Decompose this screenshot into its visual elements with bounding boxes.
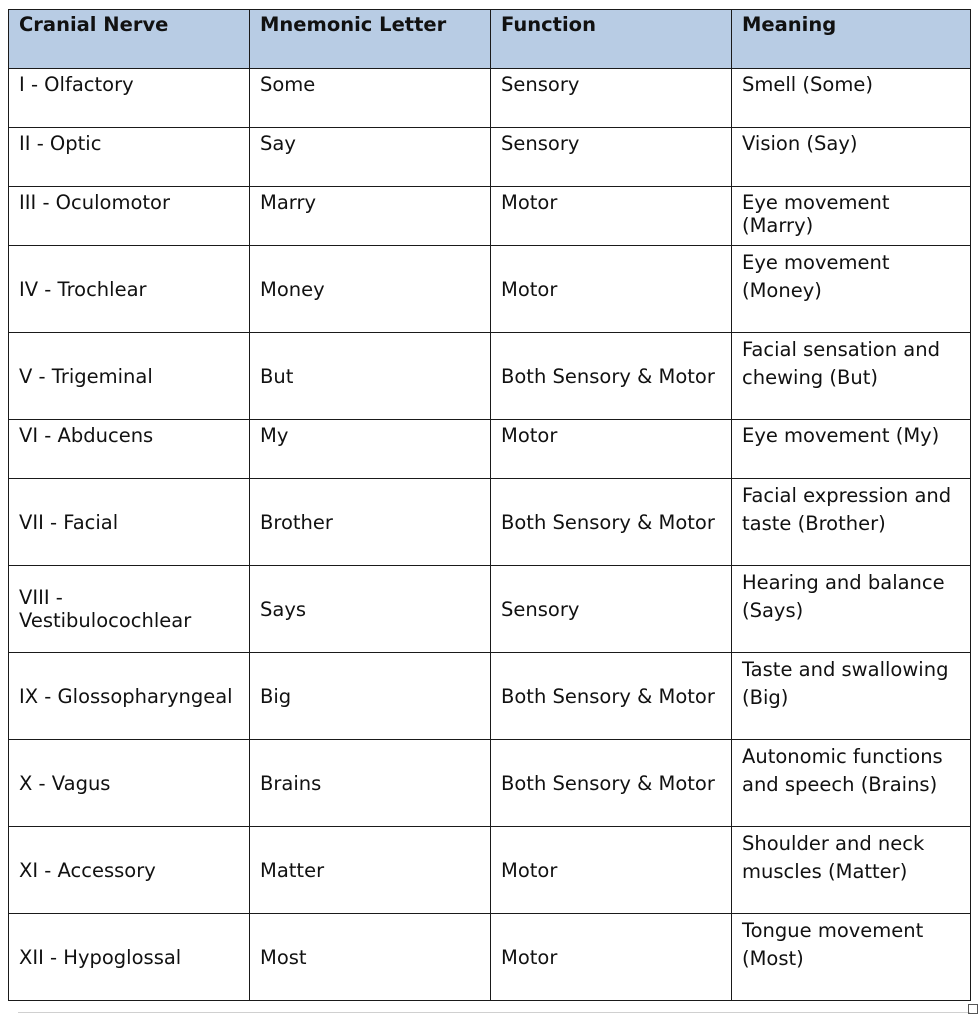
cell-function: Motor: [491, 246, 732, 333]
cell-letter: Says: [250, 566, 491, 653]
table-row: [9, 653, 971, 740]
cell-letter: Big: [250, 653, 491, 740]
cell-function: Motor: [491, 187, 732, 246]
cell-function: Sensory: [491, 566, 732, 653]
page-bottom-divider: [18, 1012, 970, 1013]
cell-nerve: XII - Hypoglossal: [9, 914, 250, 1001]
cell-letter: Brother: [250, 479, 491, 566]
cell-nerve: III - Oculomotor: [9, 187, 250, 246]
cell-nerve: X - Vagus: [9, 740, 250, 827]
cell-function: Motor: [491, 827, 732, 914]
table-row: [9, 69, 971, 128]
header-function: Function: [491, 10, 732, 69]
cell-nerve: VI - Abducens: [9, 420, 250, 479]
cell-function: Both Sensory & Motor: [491, 740, 732, 827]
cell-function: Motor: [491, 420, 732, 479]
cell-meaning: Vision (Say): [732, 128, 971, 187]
cell-nerve: VII - Facial: [9, 479, 250, 566]
cell-letter: Some: [250, 69, 491, 128]
cell-meaning: Smell (Some): [732, 69, 971, 128]
cell-nerve: IX - Glossopharyngeal: [9, 653, 250, 740]
cell-meaning: Tongue movement (Most): [732, 914, 971, 1001]
cell-meaning: Eye movement (Money): [732, 246, 971, 333]
cell-nerve: V - Trigeminal: [9, 333, 250, 420]
cell-nerve: IV - Trochlear: [9, 246, 250, 333]
cell-function: Both Sensory & Motor: [491, 653, 732, 740]
cell-meaning: Taste and swallowing (Big): [732, 653, 971, 740]
cell-letter: Money: [250, 246, 491, 333]
header-cranial-nerve: Cranial Nerve: [9, 10, 250, 69]
cranial-nerves-table: [8, 9, 971, 1001]
cell-letter: But: [250, 333, 491, 420]
cell-meaning: Shoulder and neck muscles (Matter): [732, 827, 971, 914]
table-row: [9, 333, 971, 420]
table-row: [9, 740, 971, 827]
cell-nerve: VIII - Vestibulocochlear: [9, 566, 250, 653]
cell-meaning: Autonomic functions and speech (Brains): [732, 740, 971, 827]
cell-letter: Say: [250, 128, 491, 187]
table-row: [9, 827, 971, 914]
cell-nerve: I - Olfactory: [9, 69, 250, 128]
cell-letter: Marry: [250, 187, 491, 246]
cell-meaning: Facial expression and taste (Brother): [732, 479, 971, 566]
cell-letter: Most: [250, 914, 491, 1001]
table-row: [9, 914, 971, 1001]
header-meaning: Meaning: [732, 10, 971, 69]
resize-handle-icon[interactable]: [968, 1004, 978, 1014]
cell-function: Both Sensory & Motor: [491, 333, 732, 420]
cell-nerve: XI - Accessory: [9, 827, 250, 914]
table-row: [9, 128, 971, 187]
cell-meaning: Eye movement (Marry): [732, 187, 971, 246]
cell-function: Sensory: [491, 128, 732, 187]
header-mnemonic-letter: Mnemonic Letter: [250, 10, 491, 69]
cell-meaning: Hearing and balance (Says): [732, 566, 971, 653]
cell-nerve: II - Optic: [9, 128, 250, 187]
cell-letter: My: [250, 420, 491, 479]
table-row: [9, 479, 971, 566]
cell-letter: Matter: [250, 827, 491, 914]
table-row: [9, 187, 971, 246]
cell-meaning: Eye movement (My): [732, 420, 971, 479]
cell-function: Both Sensory & Motor: [491, 479, 732, 566]
cell-letter: Brains: [250, 740, 491, 827]
table-header-row: [9, 10, 971, 69]
table-row: [9, 420, 971, 479]
cell-meaning: Facial sensation and chewing (But): [732, 333, 971, 420]
cell-function: Motor: [491, 914, 732, 1001]
cell-function: Sensory: [491, 69, 732, 128]
table-row: [9, 566, 971, 653]
table-row: [9, 246, 971, 333]
